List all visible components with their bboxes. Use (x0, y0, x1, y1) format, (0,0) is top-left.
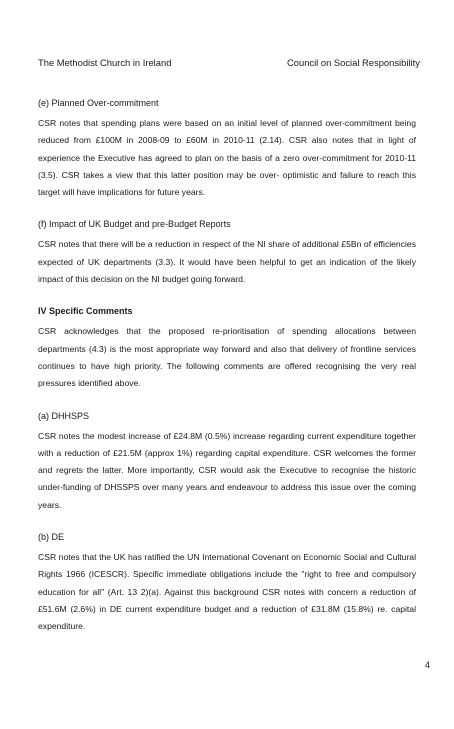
section-paragraph: CSR notes the modest increase of £24.8M (0.5%) increase regarding current expenditure together with a reduction of £21.5M (approx 1%) regarding capital expenditure. CSR welcomes the former and regrets the latter. More importantly, CSR would ask the Executive to recognise the historic under-funding of DHSSPS over many years and endeavour to address this issue over the coming years. (38, 430, 416, 510)
section-paragraph: CSR notes that the UK has ratified the UN International Covenant on Economic Social and Cultural Rights 1966 (ICESCR). Specific immediate obligations include the "right to free and compulsory education for all" (Art. 13 2)(a). Against this background CSR notes with concern a reduction of £51.6M (2.6%) in DE current expenditure budget and a reduction of £31.8M (15.8%) re. capital expenditure. (38, 552, 416, 632)
header-organization: The Methodist Church in Ireland (38, 57, 172, 68)
section-planned-over-commitment (38, 97, 416, 201)
header-council: Council on Social Responsibility (287, 57, 420, 68)
section-paragraph: CSR notes that spending plans were based on an initial level of planned over-commitment being reduced from £100M in 2008-09 to £60M in 2010-11 (2.14). CSR also notes that in light of experience the Executive has agreed to plan on the basis of a zero over-commitment for 2010-11 (3.5). CSR takes a view that this latter position may be over- optimistic and failure to reach this target will have implications for future years. (38, 118, 416, 198)
section-heading: (a) DHHSPS (38, 410, 90, 421)
section-de (38, 531, 416, 635)
section-heading: (b) DE (38, 532, 65, 543)
section-uk-budget-impact (38, 218, 416, 288)
page-number: 4 (425, 660, 431, 670)
section-paragraph: CSR notes that there will be a reduction in respect of the NI share of additional £5Bn of efficiencies expected of UK departments (3.3). It would have been helpful to get an indication of the likely impact of this decision on the NI budget going forward. (38, 239, 416, 285)
section-heading: IV Specific Comments (38, 306, 133, 317)
section-heading: (e) Planned Over-commitment (38, 98, 159, 108)
section-dhhsps (38, 410, 416, 514)
section-paragraph: CSR acknowledges that the proposed re-prioritisation of spending allocations between departments (4.3) is the most appropriate way forward and also that delivery of frontline services continues to have high priority. The following comments are offered recognising the very real pressures identified above. (38, 326, 416, 389)
section-specific-comments (38, 305, 416, 392)
section-heading: (f) Impact of UK Budget and pre-Budget Reports (38, 219, 231, 230)
document-body (38, 97, 416, 653)
